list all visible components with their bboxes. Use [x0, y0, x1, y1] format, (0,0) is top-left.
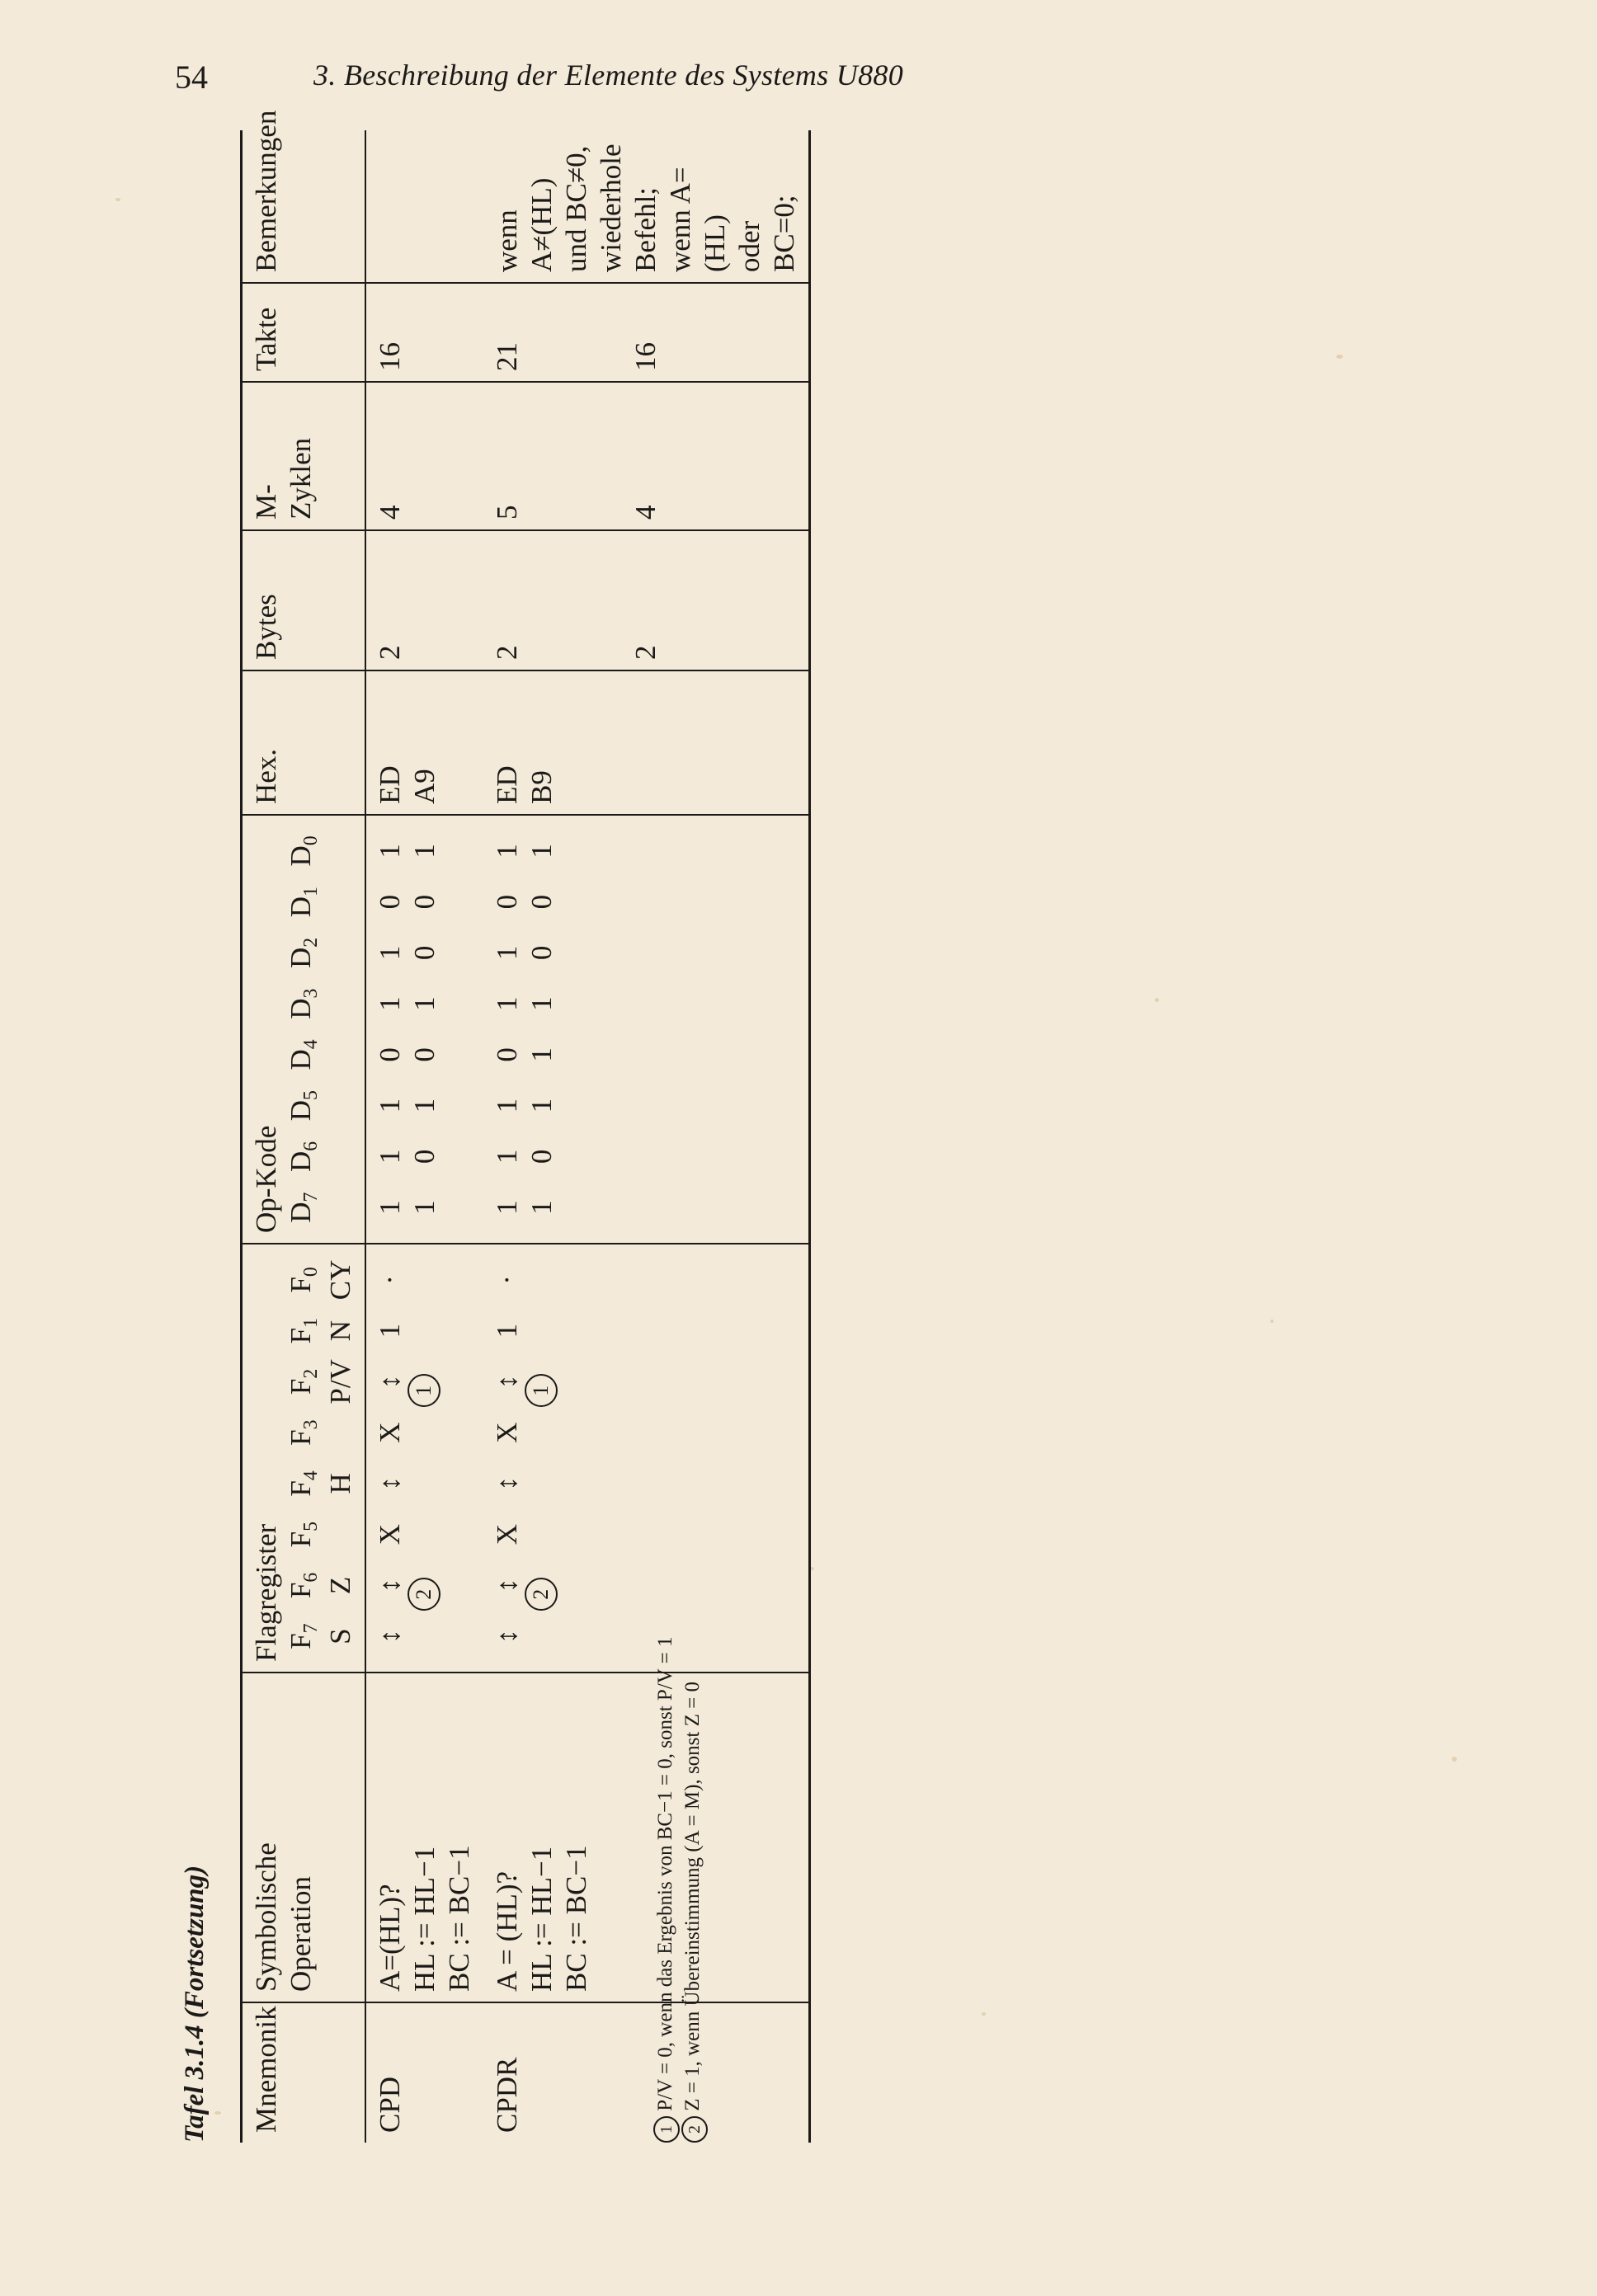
bit-d6: $D_6$	[285, 1141, 322, 1172]
flag-label-n: N	[323, 1320, 356, 1342]
flag-value: ·	[373, 1275, 406, 1285]
opcode-bit: 0	[525, 894, 558, 910]
opcode-bit: 0	[407, 894, 440, 910]
flag-value: ↕	[373, 1374, 406, 1390]
m-cycles-value: 5	[490, 505, 523, 520]
hex-byte: B9	[525, 770, 558, 804]
header-bemerkungen	[242, 110, 365, 283]
cell-clock	[365, 283, 483, 382]
header-m-zyklen-line-2: Zyklen	[285, 437, 317, 520]
header-mnemonik-label: Mnemonik	[250, 2006, 282, 2133]
footnote-1	[652, 1637, 680, 2143]
flag-label-cy: CY	[323, 1259, 356, 1301]
flag-label-row	[323, 1254, 358, 1662]
cell-opcode	[483, 815, 810, 1244]
flag-value: ↕	[373, 1476, 406, 1491]
header-flagregister-label: Flagregister	[250, 1523, 282, 1662]
table-row	[365, 130, 483, 2143]
flag-name-row	[284, 1254, 323, 1662]
remark-line: wiederhole	[594, 144, 627, 272]
cell-bytes	[365, 530, 483, 670]
opcode-bit: 1	[525, 844, 558, 859]
footnote-marker-1: 1	[653, 2116, 680, 2143]
operation-line: A = (HL)?	[490, 1870, 523, 1992]
opcode-bit: 0	[490, 1047, 523, 1062]
opcode-bit: 1	[373, 1098, 406, 1113]
flag-values	[490, 1254, 525, 1662]
mnemonic-cpd: CPD	[373, 2076, 406, 2133]
bit-d3: $D_3$	[285, 988, 322, 1019]
opcode-bit: 1	[490, 996, 523, 1011]
header-m-zyklen-line-1: M-	[250, 484, 282, 520]
hex-byte: ED	[373, 765, 406, 804]
remark-line: Befehl;	[629, 186, 662, 272]
opcode-bit: 0	[407, 1047, 440, 1062]
operation-line: A=(HL)?	[373, 1884, 406, 1992]
opcode-bit: 1	[525, 996, 558, 1011]
hex-byte: ED	[490, 765, 523, 804]
hex-byte: A9	[407, 769, 440, 804]
flag-value: 1	[373, 1323, 406, 1339]
flag-value: ↕	[490, 1578, 523, 1593]
clock-value: 16	[629, 342, 662, 371]
flag-value: ↕	[373, 1578, 406, 1593]
flag-footnote-markers	[407, 1254, 440, 1662]
cell-m-cycles	[483, 382, 810, 530]
footnotes	[652, 1637, 708, 2143]
opcode-bit: 0	[525, 1149, 558, 1164]
opcode-bit: 1	[407, 844, 440, 859]
opcode-line	[407, 826, 442, 1233]
header-symbolische-operation	[242, 1673, 365, 2002]
opcode-bit: 1	[490, 1200, 523, 1215]
remark-line: oder BC=0;	[733, 195, 800, 272]
flag-value: X	[490, 1422, 523, 1443]
remark-line: wenn A=(HL)	[663, 167, 731, 272]
running-title: 3. Beschreibung der Elemente des Systems U880	[313, 59, 903, 92]
header-operation-line-2: Operation	[285, 1876, 317, 1992]
opcode-bit: 1	[373, 996, 406, 1011]
table-row	[483, 130, 810, 2143]
flag-f5: $F_5$	[285, 1521, 322, 1548]
op-bit-names	[284, 826, 323, 1233]
cell-operation	[483, 1673, 810, 2002]
page-number: 54	[175, 59, 208, 96]
header-bemerkungen-label: Bemerkungen	[250, 110, 282, 272]
header-m-zyklen	[242, 382, 365, 530]
clock-value: 21	[490, 342, 523, 371]
opcode-bit: 1	[490, 1098, 523, 1113]
cell-remarks	[483, 130, 810, 283]
header-takte-label: Takte	[250, 307, 282, 371]
cell-mnemonic	[365, 2002, 483, 2143]
operation-line: HL := HL−1	[525, 1846, 558, 1992]
cell-flags	[483, 1244, 810, 1673]
header-takte	[242, 283, 365, 382]
flag-value: X	[373, 1422, 406, 1443]
cell-remarks	[365, 130, 483, 283]
operation-line: BC := BC−1	[559, 1845, 592, 1992]
flag-value: ↕	[490, 1629, 523, 1644]
opcode-bit: 0	[407, 945, 440, 961]
cell-hex	[483, 670, 810, 815]
flag-label-f5	[323, 1509, 358, 1560]
header-op-kode	[242, 815, 365, 1244]
flag-f3: $F_3$	[285, 1419, 322, 1446]
flag-label-s: S	[323, 1628, 356, 1644]
rotated-table-block	[162, 110, 800, 2143]
flag-f0: $F_0$	[285, 1267, 322, 1293]
flag-value: ↕	[490, 1374, 523, 1390]
bit-d1: $D_1$	[285, 887, 322, 918]
cell-mnemonic	[483, 2002, 810, 2143]
header-mnemonik	[242, 2002, 365, 2143]
opcode-line	[373, 826, 407, 1233]
opcode-bit: 0	[490, 894, 523, 910]
opcode-bit: 1	[407, 996, 440, 1011]
flag-f2: $F_2$	[285, 1368, 322, 1395]
instruction-table	[240, 110, 811, 2143]
flag-f7: $F_7$	[285, 1623, 322, 1649]
table-caption: Tafel 3.1.4 (Fortsetzung)	[180, 1865, 210, 2143]
opcode-bit: 0	[407, 1149, 440, 1164]
opcode-bit: 1	[407, 1200, 440, 1215]
footnote-marker-2: 2	[681, 2116, 708, 2143]
operation-line: HL := HL−1	[407, 1846, 440, 1992]
flag-f1: $F_1$	[285, 1317, 322, 1344]
opcode-bit: 1	[490, 945, 523, 961]
table-header-row	[242, 130, 365, 2143]
footnote-2	[680, 1637, 707, 2143]
opcode-bit: 1	[373, 945, 406, 961]
cell-bytes	[483, 530, 810, 670]
bit-d0: $D_0$	[285, 835, 322, 867]
bit-d7: $D_7$	[285, 1192, 322, 1223]
flag-label-h: H	[323, 1473, 356, 1494]
cell-opcode	[365, 815, 483, 1244]
bit-d4: $D_4$	[285, 1039, 322, 1070]
header-flagregister	[242, 1244, 365, 1673]
m-cycles-value: 4	[373, 505, 406, 520]
footnote-text: P/V = 0, wenn das Ergebnis von BC−1 = 0, sonst P/V = 1	[654, 1636, 676, 2111]
opcode-bit: 1	[525, 1047, 558, 1062]
flag-value: ↕	[373, 1629, 406, 1644]
cell-flags	[365, 1244, 483, 1673]
opcode-line	[525, 826, 559, 1233]
flag-f4: $F_4$	[285, 1470, 322, 1497]
opcode-bit: 1	[525, 1098, 558, 1113]
header-operation-line-1: Symbolische	[250, 1842, 282, 1992]
flag-f6: $F_6$	[285, 1572, 322, 1599]
flag-label-z: Z	[323, 1576, 356, 1595]
cell-operation	[365, 1673, 483, 2002]
cell-clock	[483, 283, 810, 382]
footnote-marker-2: 2	[407, 1578, 440, 1611]
flag-value: X	[373, 1523, 406, 1546]
opcode-bit: 1	[490, 1149, 523, 1164]
bytes-value: 2	[629, 645, 662, 660]
opcode-bit: 1	[373, 1149, 406, 1164]
opcode-bit: 1	[373, 1200, 406, 1215]
footnote-marker-1: 1	[407, 1374, 440, 1407]
bytes-value: 2	[373, 645, 406, 660]
flag-label-f3	[323, 1407, 358, 1458]
flag-value: 1	[490, 1323, 523, 1339]
footnote-marker-2: 2	[525, 1578, 558, 1611]
footnote-text: Z = 1, wenn Übereinstimmung (A = M), sonst Z = 0	[681, 1682, 704, 2111]
opcode-line	[490, 826, 525, 1233]
bytes-value: 2	[490, 645, 523, 660]
opcode-bit: 0	[373, 1047, 406, 1062]
flag-label-pv: P/V	[323, 1359, 356, 1404]
opcode-bit: 0	[525, 945, 558, 961]
header-bytes-label: Bytes	[250, 594, 282, 660]
m-cycles-value: 4	[629, 505, 662, 520]
remark-line: wenn A≠(HL)	[490, 177, 558, 272]
remark-line: und BC≠0,	[559, 145, 592, 272]
header-hex	[242, 670, 365, 815]
flag-footnote-markers	[525, 1254, 558, 1662]
cell-hex	[365, 670, 483, 815]
header-bytes	[242, 530, 365, 670]
header-hex-label: Hex.	[250, 748, 282, 804]
footnote-marker-1: 1	[525, 1374, 558, 1407]
operation-line: BC := BC−1	[442, 1845, 475, 1992]
bit-d5: $D_5$	[285, 1090, 322, 1122]
opcode-bit: 1	[407, 1098, 440, 1113]
flag-value: ↕	[490, 1476, 523, 1491]
flag-value: ·	[490, 1275, 523, 1285]
flag-values	[373, 1254, 407, 1662]
opcode-bit: 1	[490, 844, 523, 859]
opcode-bit: 1	[525, 1200, 558, 1215]
mnemonic-cpdr: CPDR	[490, 2057, 523, 2133]
opcode-bit: 0	[373, 894, 406, 910]
bit-d2: $D_2$	[285, 937, 322, 968]
cell-m-cycles	[365, 382, 483, 530]
opcode-bit: 1	[373, 844, 406, 859]
header-op-kode-label: Op-Kode	[250, 1125, 282, 1233]
clock-value: 16	[373, 342, 406, 371]
flag-value: X	[490, 1523, 523, 1546]
